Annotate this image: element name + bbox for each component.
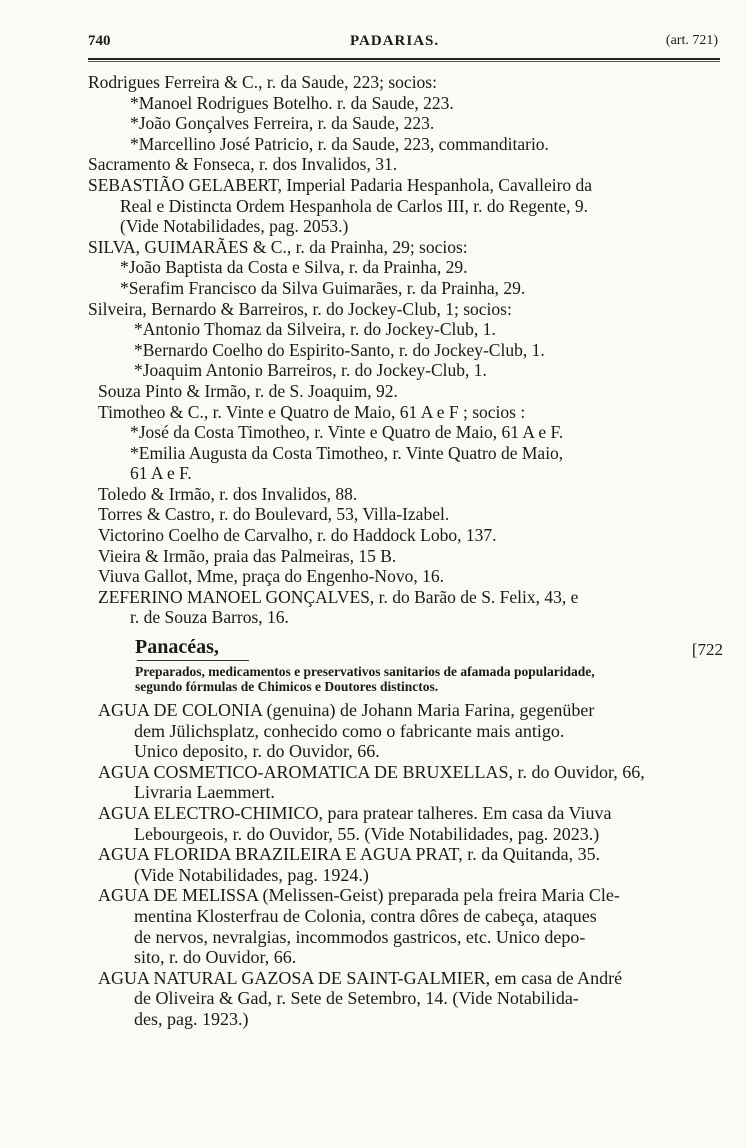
entry-line: Rodrigues Ferreira & C., r. da Saude, 223; socios: — [88, 72, 437, 92]
entry-line: *Antonio Thomaz da Silveira, r. do Jockey-Club, 1. — [134, 319, 496, 340]
agua-line: de nervos, nevralgias, incommodos gastricos, etc. Unico depo- — [134, 926, 586, 947]
section-description-line: segundo fórmulas de Chimicos e Doutores distinctos. — [135, 679, 439, 694]
agua-line: AGUA FLORIDA BRAZILEIRA E AGUA PRAT, r. da Quitanda, 35. — [98, 844, 601, 865]
entry-line: *João Baptista da Costa e Silva, r. da Prainha, 29. — [120, 257, 468, 278]
entry-line: 61 A e F. — [130, 463, 192, 484]
entry-line: *José da Costa Timotheo, r. Vinte e Quatro de Maio, 61 A e F. — [130, 422, 564, 443]
agua-entries — [98, 700, 726, 1030]
entry-line: r. de Souza Barros, 16. — [130, 607, 289, 628]
agua-line: Livraria Laemmert. — [134, 782, 275, 803]
agua-line: Lebourgeois, r. do Ouvidor, 55. (Vide Notabilidades, pag. 2023.) — [134, 823, 600, 844]
entry-line: *Emilia Augusta da Costa Timotheo, r. Vinte Quatro de Maio, — [130, 442, 564, 463]
agua-line: de Oliveira & Gad, r. Sete de Setembro, 14. (Vide Notabilida- — [134, 988, 579, 1009]
agua-line: AGUA NATURAL GAZOSA DE SAINT-GALMIER, em casa de André — [98, 967, 623, 988]
entry-line: Real e Distincta Ordem Hespanhola de Carlos III, r. do Regente, 9. — [120, 195, 588, 216]
section-title: Panacéas, — [135, 636, 219, 658]
entry-line: SEBASTIÃO GELABERT, Imperial Padaria Hespanhola, Cavalleiro da — [88, 174, 593, 195]
section-panaceas — [135, 636, 725, 694]
section-number: [722 — [691, 640, 723, 659]
entry-line: Silveira, Bernardo & Barreiros, r. do Jockey-Club, 1; socios: — [88, 298, 512, 319]
agua-line: AGUA ELECTRO-CHIMICO, para pratear talheres. Em casa da Viuva — [98, 802, 612, 823]
entry-line: Timotheo & C., r. Vinte e Quatro de Maio, 61 A e F ; socios : — [98, 401, 526, 422]
agua-line: sito, r. do Ouvidor, 66. — [134, 947, 297, 968]
agua-line: (Vide Notabilidades, pag. 1924.) — [134, 864, 369, 885]
entry-line: Victorino Coelho de Carvalho, r. do Haddock Lobo, 137. — [98, 525, 497, 546]
bakery-entries — [88, 72, 724, 628]
section-description-line: Preparados, medicamentos e preservativos sanitarios de afamada popularidade, — [135, 664, 595, 679]
page-header — [88, 33, 718, 55]
agua-line: dem Jülichsplatz, conhecido como o fabricante mais antigo. — [134, 720, 565, 741]
entry-line: Viuva Gallot, Mme, praça do Engenho-Novo, 16. — [98, 566, 444, 587]
entry-line: Souza Pinto & Irmão, r. de S. Joaquim, 92. — [98, 380, 398, 401]
entry-line: *Joaquim Antonio Barreiros, r. do Jockey-Club, 1. — [134, 360, 487, 381]
entry-line: *Marcellino José Patricio, r. da Saude, 223, commanditario. — [130, 133, 549, 154]
entry-line: *João Gonçalves Ferreira, r. da Saude, 223. — [130, 113, 435, 134]
agua-line: AGUA COSMETICO-AROMATICA DE BRUXELLAS, r. do Ouvidor, 66, — [98, 761, 645, 782]
section-title-underline — [137, 660, 249, 661]
entry-line: Vieira & Irmão, praia das Palmeiras, 15 B. — [98, 545, 397, 566]
agua-line: mentina Klosterfrau de Colonia, contra dôres de cabeça, ataques — [134, 905, 597, 926]
entry-line: (Vide Notabilidades, pag. 2053.) — [120, 216, 349, 237]
entry-line: ZEFERINO MANOEL GONÇALVES, r. do Barão de S. Felix, 43, e — [98, 586, 579, 607]
page-number: 740 — [88, 33, 111, 49]
page-title: PADARIAS. — [350, 33, 440, 49]
header-rule — [88, 58, 720, 62]
agua-line: AGUA DE MELISSA (Melissen-Geist) preparada pela freira Maria Cle- — [98, 885, 620, 906]
agua-line: Unico deposito, r. do Ouvidor, 66. — [134, 741, 380, 762]
section-description — [135, 664, 725, 694]
agua-line: des, pag. 1923.) — [134, 1008, 249, 1029]
section-heading — [135, 636, 725, 660]
entry-line: SILVA, GUIMARÃES & C., r. da Prainha, 29; socios: — [88, 236, 468, 257]
entry-line: Toledo & Irmão, r. dos Invalidos, 88. — [98, 483, 358, 504]
entry-line: Torres & Castro, r. do Boulevard, 53, Villa-Izabel. — [98, 504, 450, 525]
entry-line: Sacramento & Fonseca, r. dos Invalidos, 31. — [88, 154, 398, 175]
entry-line: *Serafim Francisco da Silva Guimarães, r. da Prainha, 29. — [120, 277, 526, 298]
agua-line: AGUA DE COLONIA (genuina) de Johann Maria Farina, gegenüber — [98, 700, 595, 720]
article-reference: (art. 721) — [665, 33, 718, 48]
entry-line: *Manoel Rodrigues Botelho. r. da Saude, 223. — [130, 92, 454, 113]
entry-line: *Bernardo Coelho do Espirito-Santo, r. do Jockey-Club, 1. — [134, 339, 545, 360]
